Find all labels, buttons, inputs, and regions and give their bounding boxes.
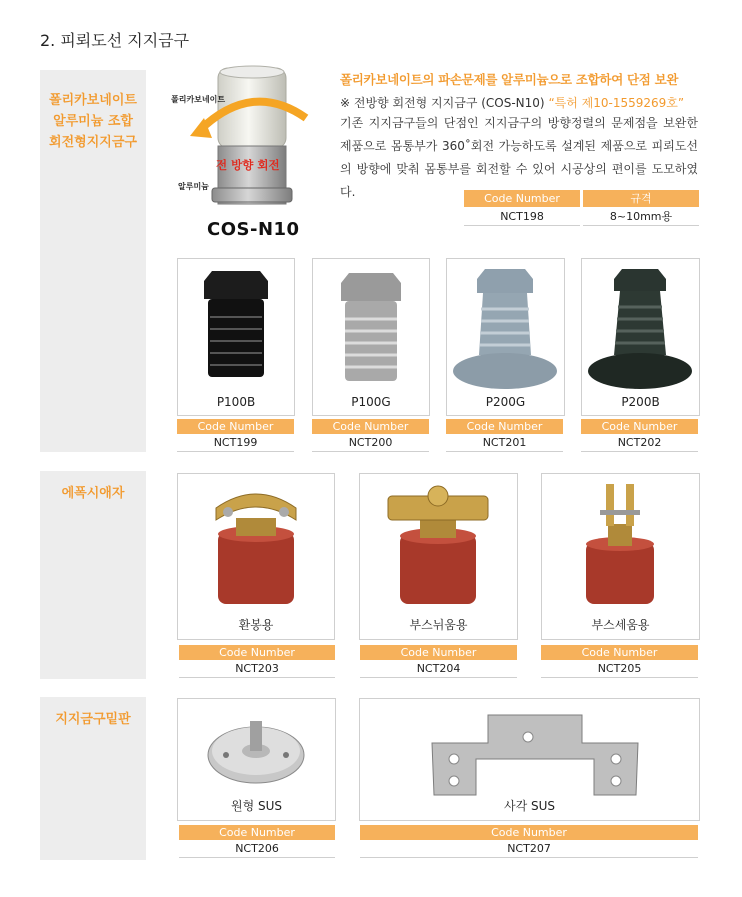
spec-table-header-code: Code Number [464, 190, 580, 207]
product-name: 원형 SUS [230, 799, 283, 813]
code-header: Code Number [179, 645, 335, 660]
product-name: P200B [621, 395, 660, 409]
product-name-cos-n10: COS-N10 [207, 219, 300, 240]
product-card-epoxy-round [177, 473, 335, 640]
cos-n10-image [160, 60, 330, 220]
section1-subline [340, 94, 684, 111]
section3-sidebar [40, 697, 146, 860]
epoxy-round-image [178, 474, 334, 614]
code-value: NCT206 [179, 841, 335, 858]
round-sus-image [178, 699, 335, 797]
code-header: Code Number [446, 419, 563, 434]
p100b-image [178, 259, 294, 394]
code-header: Code Number [177, 419, 294, 434]
code-header: Code Number [541, 645, 698, 660]
code-header: Code Number [360, 825, 698, 840]
epoxy-bus-flat-image [360, 474, 517, 614]
page-title: 2. 피뢰도선 지지금구 [40, 31, 190, 50]
code-value: NCT207 [360, 841, 698, 858]
code-header: Code Number [312, 419, 429, 434]
square-sus-image [360, 699, 699, 797]
code-value: NCT201 [446, 435, 563, 452]
product-card-epoxy-bus-upright [541, 473, 700, 640]
product-name: 부스뉘움용 [409, 618, 468, 632]
product-card-p100g [312, 258, 430, 416]
product-card-p200g [446, 258, 565, 416]
spec-table-spec: 8~10mm용 [583, 208, 699, 226]
code-value: NCT203 [179, 661, 335, 678]
product-card-round-sus [177, 698, 336, 821]
subline-text: ※ 전방향 회전형 지지금구 (COS-N10) [340, 96, 549, 110]
product-name: 사각 SUS [503, 799, 556, 813]
section3-label: 지지금구밑판 [55, 712, 131, 727]
diagram-rotation-label: 전 방향 회전 [216, 158, 280, 172]
product-name: P200G [485, 395, 526, 409]
section1-sidebar [40, 70, 146, 452]
code-value: NCT202 [581, 435, 698, 452]
product-card-p200b [581, 258, 700, 416]
p200b-image [582, 259, 699, 394]
section1-description: 기존 지지금구들의 단점인 지지금구의 방향정렬의 문제점을 보완한 제품으로 몸통부가 360˚회전 가능하도록 설계된 제품으로 피뢰도선의 방향에 맞춰 몸통부를 회전할 수 있어 시공상의 편이를 도모하였다. [340, 116, 698, 199]
product-card-p100b [177, 258, 295, 416]
diagram-bottom-label: 알루미늄 [178, 182, 209, 191]
section2-sidebar [40, 471, 146, 679]
patent-number: “특허 제10-1559269호” [548, 96, 685, 110]
product-name: 부스세움용 [591, 618, 650, 632]
code-header: Code Number [179, 825, 335, 840]
product-name: 환봉용 [238, 618, 274, 632]
product-card-square-sus [359, 698, 700, 821]
spec-table-header-spec: 규격 [583, 190, 699, 207]
p100g-image [313, 259, 429, 394]
code-header: Code Number [581, 419, 698, 434]
spec-table-code: NCT198 [464, 208, 580, 226]
code-value: NCT199 [177, 435, 294, 452]
section2-label: 에폭시애자 [61, 486, 125, 501]
code-value: NCT205 [541, 661, 698, 678]
product-name: P100B [216, 395, 256, 409]
epoxy-bus-upright-image [542, 474, 699, 614]
p200g-image [447, 259, 564, 394]
section1-heading: 폴리카보네이트의 파손문제를 알루미늄으로 조합하여 단점 보완 [340, 72, 679, 87]
product-name: P100G [351, 395, 391, 409]
code-value: NCT200 [312, 435, 429, 452]
diagram-top-label: 폴리카보네이트 [171, 95, 226, 104]
product-card-epoxy-bus-flat [359, 473, 518, 640]
code-header: Code Number [360, 645, 517, 660]
section1-label: 폴리카보네이트 알루미늄 조합 회전형지지금구 [49, 93, 137, 150]
code-value: NCT204 [360, 661, 517, 678]
